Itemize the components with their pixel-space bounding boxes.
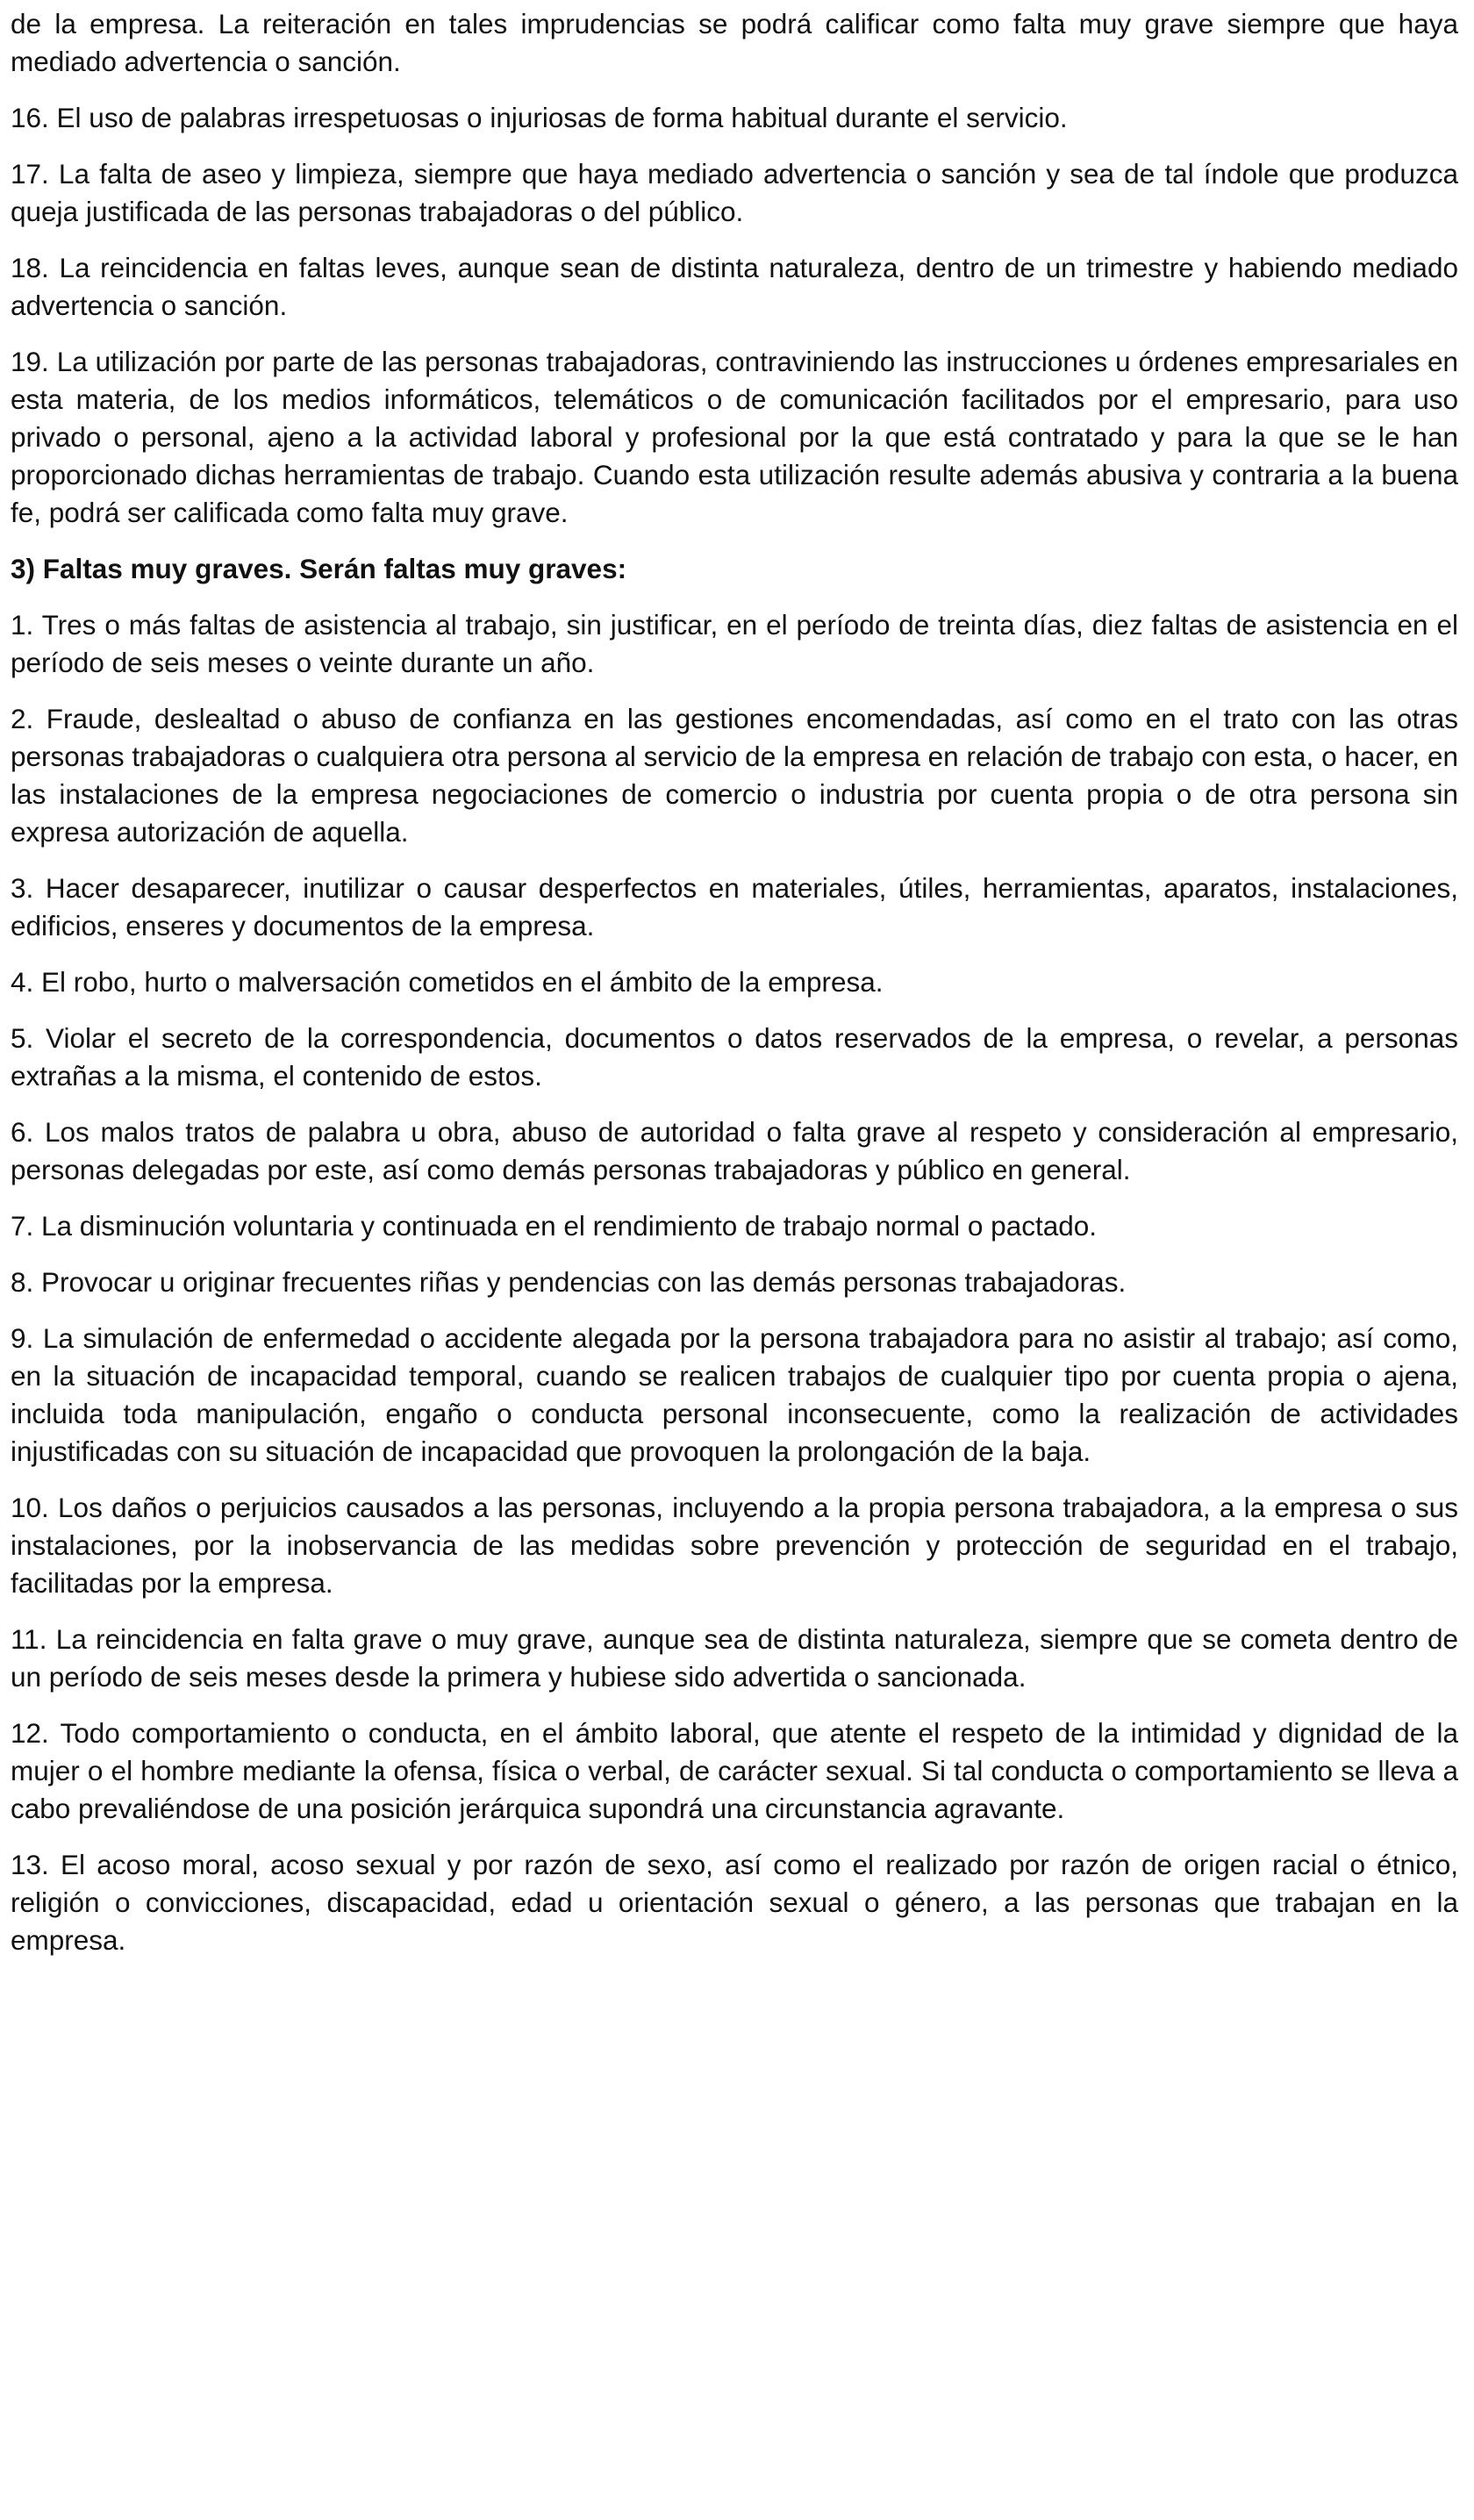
paragraph-item-16: 16. El uso de palabras irrespetuosas o injuriosas de forma habitual durante el servicio. bbox=[11, 102, 1068, 133]
section-heading-faltas-muy-graves: 3) Faltas muy graves. Serán faltas muy graves: bbox=[11, 553, 627, 584]
paragraph-item-8: 8. Provocar u originar frecuentes riñas y pendencias con las demás personas trabajadoras. bbox=[11, 1266, 1127, 1298]
paragraph-item-2: 2. Fraude, deslealtad o abuso de confianza en las gestiones encomendadas, así como en el trato con las otras personas trabajadoras o cualquiera otra persona al servicio de la empresa en relación de trabajo con esta, o hacer, en las instalaciones de la empresa negociaciones de comercio o industria por cuenta propia o de otra persona sin expresa autorización de aquella. bbox=[11, 703, 1458, 848]
paragraph-item-9: 9. La simulación de enfermedad o accidente alegada por la persona trabajadora para no asistir al trabajo; así como, en la situación de incapacidad temporal, cuando se realicen trabajos de cualquier tipo por cuenta propia o ajena, incluida toda manipulación, engaño o conducta personal inconsecuente, como la realización de actividades injustificadas con su situación de incapacidad que provoquen la prolongación de la baja. bbox=[11, 1322, 1458, 1467]
paragraph-item-7: 7. La disminución voluntaria y continuada en el rendimiento de trabajo normal o pactado. bbox=[11, 1210, 1098, 1242]
paragraph-item-11: 11. La reincidencia en falta grave o muy grave, aunque sea de distinta naturaleza, siempre que se cometa dentro de un período de seis meses desde la primera y hubiese sido advertida o sancionada. bbox=[11, 1623, 1458, 1693]
document-page bbox=[11, 5, 1458, 1978]
paragraph-item-17: 17. La falta de aseo y limpieza, siempre que haya mediado advertencia o sanción y sea de tal índole que produzca queja justificada de las personas trabajadoras o del público. bbox=[11, 158, 1458, 227]
paragraph-item-19: 19. La utilización por parte de las personas trabajadoras, contraviniendo las instrucciones u órdenes empresariales en esta materia, de los medios informáticos, telemáticos o de comunicación facilitados por el empresario, para uso privado o personal, ajeno a la actividad laboral y profesional por la que está contratado y para la que se le han proporcionado dichas herramientas de trabajo. Cuando esta utilización resulte además abusiva y contraria a la buena fe, podrá ser calificada como falta muy grave. bbox=[11, 346, 1458, 528]
paragraph-item-13: 13. El acoso moral, acoso sexual y por razón de sexo, así como el realizado por razón de origen racial o étnico, religión o convicciones, discapacidad, edad u orientación sexual o género, a las personas que trabajan en la empresa. bbox=[11, 1849, 1458, 1956]
paragraph-item-1: 1. Tres o más faltas de asistencia al trabajo, sin justificar, en el período de treinta días, diez faltas de asistencia en el período de seis meses o veinte durante un año. bbox=[11, 609, 1458, 678]
paragraph-item-10: 10. Los daños o perjuicios causados a las personas, incluyendo a la propia persona trabajadora, a la empresa o sus instalaciones, por la inobservancia de las medidas sobre prevención y protección de seguridad en el trabajo, facilitadas por la empresa. bbox=[11, 1492, 1458, 1599]
paragraph-item-3: 3. Hacer desaparecer, inutilizar o causar desperfectos en materiales, útiles, herramientas, aparatos, instalaciones, edificios, enseres y documentos de la empresa. bbox=[11, 872, 1458, 941]
paragraph-continuation-15: de la empresa. La reiteración en tales imprudencias se podrá calificar como falta muy grave siempre que haya mediado advertencia o sanción. bbox=[11, 8, 1458, 77]
paragraph-item-12: 12. Todo comportamiento o conducta, en el ámbito laboral, que atente el respeto de la intimidad y dignidad de la mujer o el hombre mediante la ofensa, física o verbal, de carácter sexual. Si tal conducta o comportamiento se lleva a cabo prevaliéndose de una posición jerárquica supondrá una circunstancia agravante. bbox=[11, 1717, 1458, 1824]
paragraph-item-18: 18. La reincidencia en faltas leves, aunque sean de distinta naturaleza, dentro de un trimestre y habiendo mediado advertencia o sanción. bbox=[11, 252, 1458, 321]
paragraph-item-6: 6. Los malos tratos de palabra u obra, abuso de autoridad o falta grave al respeto y consideración al empresario, personas delegadas por este, así como demás personas trabajadoras y público en general. bbox=[11, 1116, 1458, 1185]
paragraph-item-4: 4. El robo, hurto o malversación cometidos en el ámbito de la empresa. bbox=[11, 966, 884, 998]
paragraph-item-5: 5. Violar el secreto de la correspondencia, documentos o datos reservados de la empresa, o revelar, a personas extrañas a la misma, el contenido de estos. bbox=[11, 1022, 1458, 1092]
